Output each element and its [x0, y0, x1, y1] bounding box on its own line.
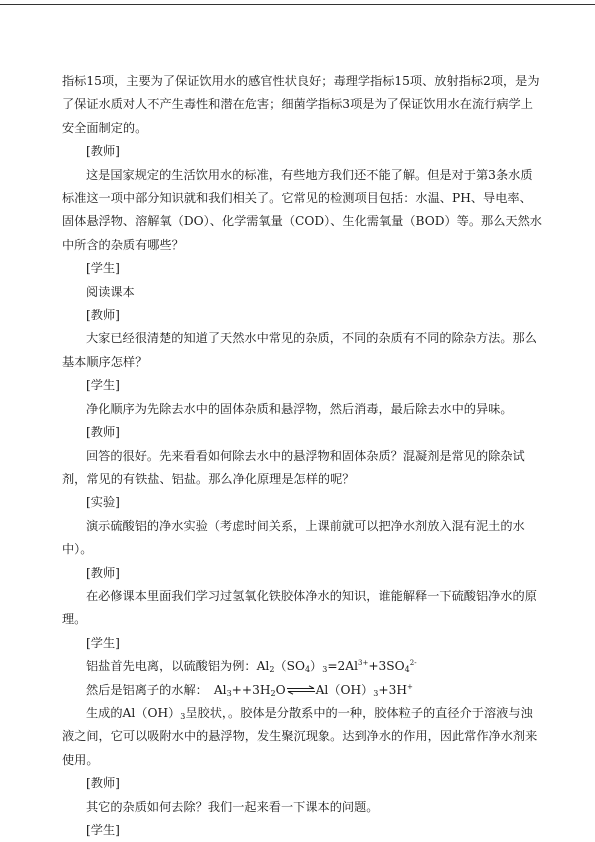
paragraph: 净化顺序为先除去水中的固体杂质和悬浮物，然后消毒，最后除去水中的异味。: [86, 401, 513, 416]
eq-part: （SO: [274, 659, 305, 674]
top-rule: [0, 4, 595, 5]
paragraph: [62, 702, 542, 772]
eq-part: Al: [256, 659, 270, 674]
paragraph: 在必修课本里面我们学习过氢氧化铁胶体净水的知识，谁能解释一下硫酸铝净水的原理。: [62, 588, 537, 627]
eq-part: O: [275, 682, 286, 697]
paragraph-text: 生成的Al（OH）: [86, 705, 181, 720]
eq-part: Al（OH）: [315, 682, 374, 697]
chemical-equation-hydrolysis: [214, 683, 413, 697]
paragraph: 指标15项，主要为了保证饮用水的感官性状良好；毒理学指标15项、放射指标2项，是为了保证水质对人不产生毒性和潜在危害；细菌学指标3项是为了保证饮用水在流行病学上安全面制定的。: [62, 74, 540, 135]
eq-subscript: 3: [373, 688, 379, 698]
eq-subscript: 3: [226, 688, 232, 698]
equation-prefix: 铝盐首先电离，以硫酸铝为例：: [86, 659, 257, 674]
role-label-student: [学生]: [86, 378, 120, 393]
paragraph: 阅读课本: [86, 284, 135, 299]
paragraph: 其它的杂质如何去除？我们一起来看一下课本的问题。: [86, 799, 379, 814]
eq-subscript: 3: [322, 665, 328, 675]
eq-superscript: 3+: [358, 659, 369, 668]
eq-subscript: 3: [180, 711, 186, 721]
equation-prefix: 然后是铝离子的水解：: [86, 682, 208, 697]
role-label-teacher: [教师]: [86, 144, 120, 159]
reversible-arrow-icon: [286, 685, 316, 695]
paragraph: 这是国家规定的生活饮用水的标准，有些地方我们还不能了解。但是对于第3条水质标准这一项中部分知识就和我们相关了。它常见的检测项目包括：水温、PH、导电率、固体悬浮物、溶解氧（DO）、化学需氧量（COD）、生化需氧量（BOD）等。那么天然水中所含的杂质有哪些？: [62, 167, 542, 252]
role-label-teacher: [教师]: [86, 565, 120, 580]
role-label-teacher: [教师]: [86, 425, 120, 440]
document-body: [62, 70, 542, 842]
eq-superscript: +: [406, 682, 413, 691]
eq-part: +3SO: [368, 659, 405, 674]
role-label-student: [学生]: [86, 823, 120, 837]
eq-part: ++3H: [231, 682, 271, 697]
role-label-teacher: [教师]: [86, 308, 120, 323]
eq-superscript: 2-: [409, 659, 417, 668]
eq-subscript: 2: [270, 688, 276, 698]
paragraph: 回答的很好。先来看看如何除去水中的悬浮物和固体杂质？混凝剂是常见的除杂试剂，常见的有铁盐、铝盐。那么净化原理是怎样的呢？: [62, 448, 525, 486]
role-label-student: [学生]: [86, 261, 120, 276]
paragraph-text: 呈胶状，。胶体是分散系中的一种，胶体粒子的直径介于溶液与浊液之间，它可以吸附水中的悬浮物，发生聚沉现象。达到净水的作用，因此常作净水剂来使用。: [62, 705, 538, 767]
eq-part: ）: [310, 659, 323, 674]
role-label-experiment: [实验]: [86, 495, 120, 510]
paragraph: 演示硫酸铝的净水实验（考虑时间关系，上课前就可以把净水剂放入混有泥土的水中）。: [62, 518, 525, 557]
chemical-equation-ionization: [257, 659, 417, 673]
role-label-student: [学生]: [86, 635, 120, 650]
hydrolysis-equation-line: [62, 679, 542, 702]
eq-part: Al: [213, 682, 227, 697]
paragraph: 大家已经很清楚的知道了天然水中常见的杂质，不同的杂质有不同的除杂方法。那么基本顺序怎样？: [62, 331, 537, 369]
role-label-teacher: [教师]: [86, 776, 120, 791]
eq-part: =2Al: [327, 659, 358, 674]
ionization-equation-line: [62, 655, 542, 678]
eq-part: +3H: [378, 682, 407, 697]
eq-subscript: 2: [269, 665, 275, 675]
eq-subscript: 4: [404, 665, 410, 675]
eq-subscript: 4: [304, 665, 311, 675]
